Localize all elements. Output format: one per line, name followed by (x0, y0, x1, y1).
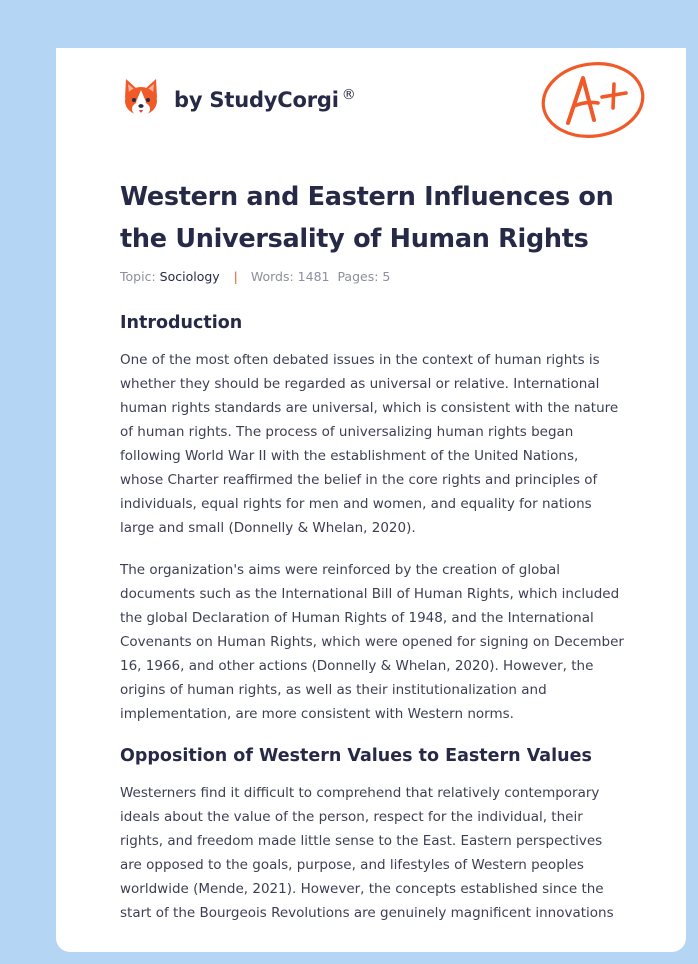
meta-separator: | (233, 269, 238, 284)
studycorgi-logo[interactable] (122, 76, 356, 118)
paragraph: The organization's aims were reinforced by the creation of global documents such as the International Bill of Human Rights, which included the global Declaration of Human Rights of 1948, and the International Covenants on Human Rights, which were opened for signing on December 16, 1966, and other actions (Donnelly & Whelan, 2020). However, the origins of human rights, as well as their institutionalization and implementation, are more consistent with Western norms. (120, 562, 624, 722)
a-plus-grade-icon (538, 60, 648, 140)
document-title: Western and Eastern Influences on the Universality of Human Rights (120, 182, 614, 254)
brand-name: by StudyCorgi ® (174, 86, 356, 112)
page-count: Pages: 5 (337, 269, 391, 284)
topic-link[interactable]: Sociology (159, 269, 220, 284)
topic-label: Topic: (120, 269, 156, 284)
paragraph: One of the most often debated issues in the context of human rights is whether they should be regarded as universal or relative. International human rights standards are universal, which is consistent with the nature of human rights. The process of universalizing human rights began following World War II with the establishment of the United Nations, whose Charter reaffirmed the belief in the core rights and principles of individuals, equal rights for men and women, and equality for nations large and small (Donnelly & Whelan, 2020). (120, 352, 619, 536)
document-meta (120, 268, 632, 286)
corgi-icon (122, 76, 160, 118)
document-page (56, 48, 686, 952)
document-content (120, 176, 632, 925)
word-count: Words: 1481 (250, 269, 330, 284)
section-heading-introduction: Introduction (120, 313, 243, 333)
paragraph: Westerners find it difficult to comprehend that relatively contemporary ideals about the value of the person, respect for the individual, their rights, and freedom made little sense to the East. Eastern perspectives are opposed to the goals, purpose, and lifestyles of Western peoples worldwide (Mende, 2021). However, the concepts established since the start of the Bourgeois Revolutions are genuinely magnificent innovations (120, 785, 614, 921)
section-heading-opposition: Opposition of Western Values to Eastern Values (120, 746, 592, 766)
